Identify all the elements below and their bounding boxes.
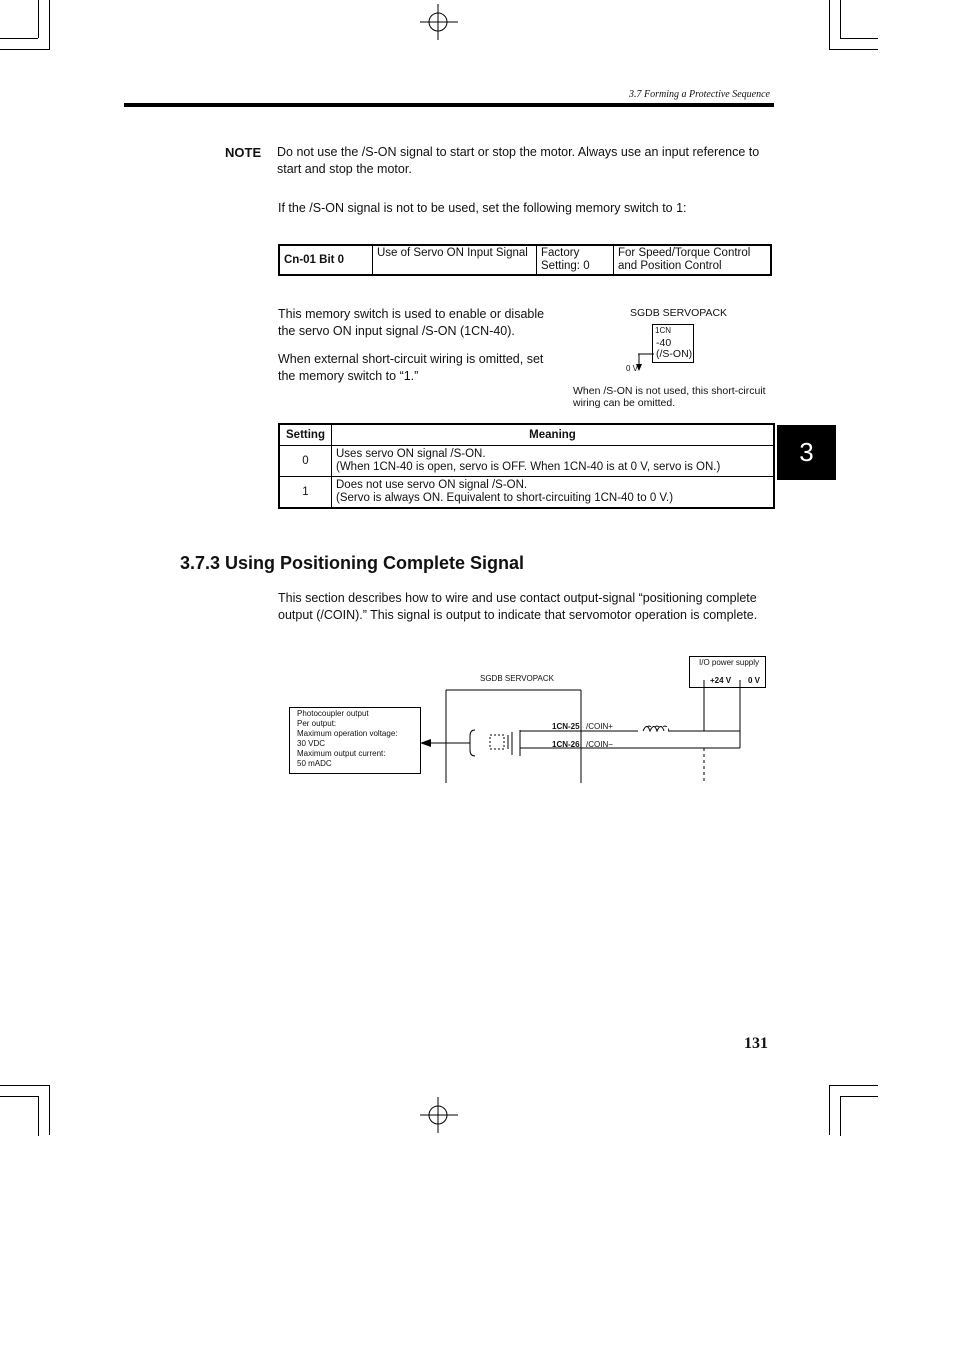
photocoupler-spec [297,709,398,769]
pin-1cn-26: 1CN-26 [552,740,580,749]
power-supply-label: I/O power supply [699,658,760,667]
table-row [279,446,774,477]
chapter-tab: 3 [777,425,836,480]
spec-line: Per output: [297,719,337,728]
diagram2-servopack: SGDB SERVOPACK [480,674,554,683]
settings-header-setting: Setting [279,424,332,446]
signal-coin-minus: /COIN− [586,740,613,749]
pin-label: -40 [656,337,672,349]
registration-mark [420,1097,460,1133]
memory-switch-table [278,244,772,276]
switch-name: Cn-01 Bit 0 [279,245,373,275]
settings-table [278,423,775,509]
page-number: 131 [744,1035,768,1052]
plus-24v-label: +24 V [710,676,732,685]
registration-mark [420,4,460,40]
circuit-wiring [415,680,775,785]
section-body: This section describes how to wire and use contact output-signal “positioning complete output (/COIN).” This signal is output to indicate that servomotor operation is complete. [278,591,758,622]
explanation-p1: This memory switch is used to enable or disable the servo ON input signal /S-ON (1CN-40). [278,307,545,338]
spec-line: Maximum output current: [297,749,386,758]
table-row [279,477,774,509]
header-rule [124,103,774,107]
meaning-line2: (Servo is always ON. Equivalent to short-circuiting 1CN-40 to 0 V.) [336,492,674,504]
note-text: Do not use the /S-ON signal to start or stop the motor. Always use an input reference to start and stop the motor. [277,145,760,176]
section-title: 3.7.3 Using Positioning Complete Signal [180,553,525,573]
switch-applies: For Speed/Torque Control and Position Control [614,245,772,275]
explanation-p2: When external short-circuit wiring is omitted, set the memory switch to “1.” [278,352,544,383]
signal-coin-plus: /COIN+ [586,722,613,731]
diagram1-caption: When /S-ON is not used, this short-circuit wiring can be omitted. [573,385,766,409]
spec-line: 30 VDC [297,739,326,748]
meaning-line1: Does not use servo ON signal /S-ON. [336,479,528,491]
note-label: NOTE [225,145,262,160]
switch-factory: Factory Setting: 0 [537,245,614,275]
spec-line: Photocoupler output [297,709,369,718]
setting-value: 0 [279,446,332,477]
ground-label: 0 V [626,364,639,373]
meaning-line2: (When 1CN-40 is open, servo is OFF. When 1CN-40 is at 0 V, servo is ON.) [336,461,721,473]
diagram1-title: SGDB SERVOPACK [630,307,728,319]
switch-description: Use of Servo ON Input Signal [373,245,537,275]
signal-label: (/S-ON) [656,348,693,360]
pin-1cn-25: 1CN-25 [552,722,580,731]
ground-wire [636,352,656,374]
zero-v-label: 0 V [748,676,761,685]
spec-line: Maximum operation voltage: [297,729,398,738]
connector-label: 1CN [655,326,672,335]
settings-header-meaning: Meaning [332,424,775,446]
intro-text: If the /S-ON signal is not to be used, set the following memory switch to 1: [278,201,687,215]
spec-line: 50 mADC [297,759,332,768]
running-header: 3.7 Forming a Protective Sequence [629,89,770,100]
meaning-line1: Uses servo ON signal /S-ON. [336,448,486,460]
setting-value: 1 [279,477,332,509]
